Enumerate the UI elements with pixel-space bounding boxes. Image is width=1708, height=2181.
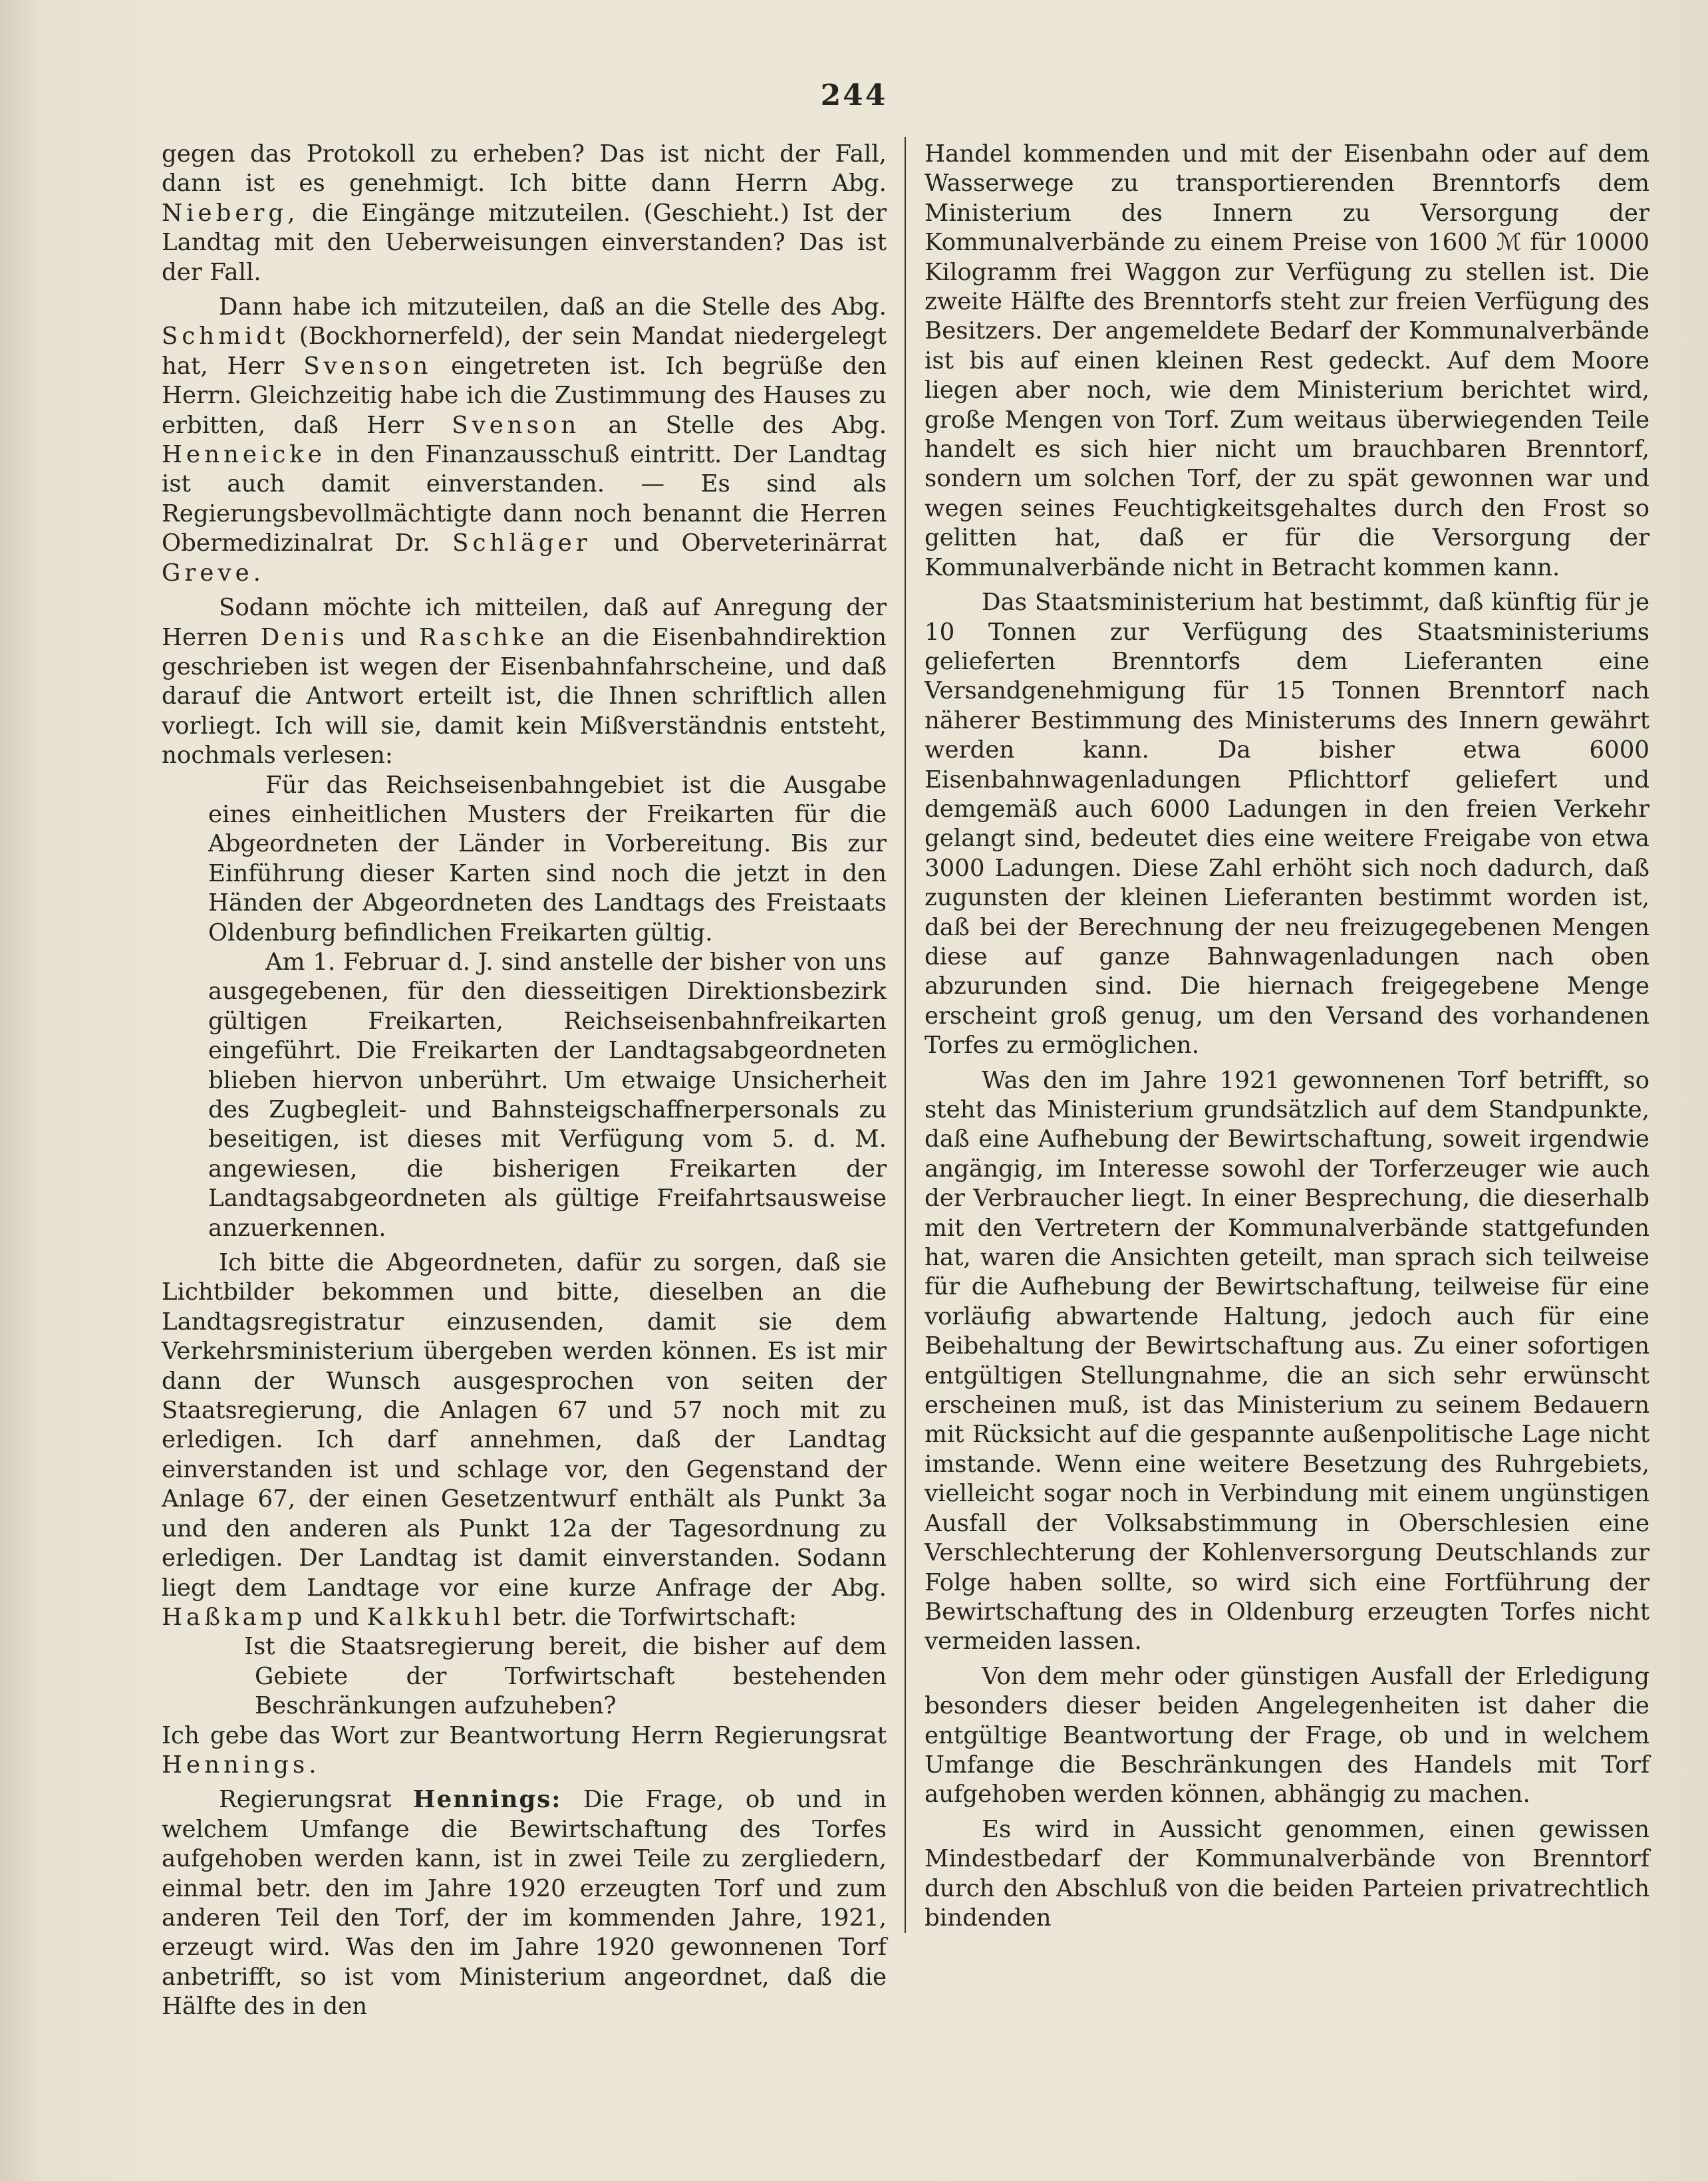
person-name: Schläger bbox=[452, 529, 591, 557]
speaker-name: Nieberg, bbox=[162, 199, 299, 227]
paragraph: Handel kommenden und mit der Eisenbahn oder auf dem Wasserwege zu transportierenden Brenntorfs dem Ministerium des Innern zu Versorgung der Kommunalverbände zu einem Preise von 1600 ℳ für 10000 Kilogramm frei Waggon zur Verfügung zu stellen ist. Die zweite Hälfte des Brenntorfs steht zur freien Verfügung des Besitzers. Der angemeldete Bedarf der Kommunalverbände ist bis auf einen kleinen Rest gedeckt. Auf dem Moore liegen aber noch, wie dem Ministerium berichtet wird, große Mengen von Torf. Zum weitaus überwiegenden Teile handelt es sich hier nicht um brauchbaren Brenntorf, sondern um solchen Torf, der zu spät gewonnen war und wegen seines Feuchtigkeitsgehaltes durch den Frost so gelitten hat, daß er für die Versorgung der Kommunalverbände nicht in Betracht kommen kann. bbox=[925, 140, 1649, 581]
paragraph: Ich bitte die Abgeordneten, dafür zu sorgen, daß sie Lichtbilder bekommen und bitte, dieselben an die Landtagsregistratur einzusenden, damit sie dem Verkehrsministerium übergeben werden können. Es ist mir dann der Wunsch ausgesprochen von seiten der Staatsregierung, die Anlagen 67 und 57 noch mit zu erledigen. Ich darf annehmen, daß der Landtag einverstanden ist und schlage vor, den Gegenstand der Anlage 67, der einen Gesetzentwurf enthält als Punkt 3a und den anderen als Punkt 12a der Tagesordnung zu erledigen. Der Landtag ist damit einverstanden. Sodann liegt dem Landtage vor eine kurze Anfrage der Abg. Haßkamp und Kalkkuhl betr. die Torfwirtschaft: bbox=[162, 1249, 887, 1631]
left-column bbox=[162, 140, 887, 2022]
quote-paragraph: Am 1. Februar d. J. sind anstelle der bisher von uns ausgegebenen, für den diesseitigen Direktionsbezirk gültigen Freikarten, Reichseisenbahnfreikarten eingeführt. Die Freikarten der Landtagsabgeordneten blieben hiervon unberührt. Um etwaige Unsicherheit des Zugbegleit- und Bahnsteigschaffnerpersonals zu beseitigen, ist dieses mit Verfügung vom 5. d. M. angewiesen, die bisherigen Freikarten der Landtagsabgeordneten als gültige Freifahrtsausweise anzuerkennen. bbox=[208, 948, 887, 1242]
person-name: Raschke bbox=[418, 623, 549, 651]
person-name: Hennings. bbox=[162, 1751, 321, 1779]
right-column bbox=[925, 140, 1649, 1933]
page-number: 244 bbox=[820, 78, 888, 112]
inquiry-text: Ist die Staatsregierung bereit, die bisher auf dem Gebiete der Torfwirtschaft bestehenden Beschränkungen aufzuheben? bbox=[244, 1633, 887, 1720]
quoted-letter bbox=[208, 771, 887, 1244]
person-name: Denis bbox=[260, 623, 349, 651]
column-divider bbox=[905, 137, 906, 1933]
person-name: Greve. bbox=[162, 559, 265, 587]
person-name: Schmidt bbox=[162, 323, 289, 351]
paragraph: Das Staatsministerium hat bestimmt, daß künftig für je 10 Tonnen zur Verfügung des Staatsministeriums gelieferten Brenntorfs dem Lieferanten eine Versandgenehmigung für 15 Tonnen Brenntorf nach näherer Bestimmung des Ministerums des Innern gewährt werden kann. Da bisher etwa 6000 Eisenbahnwagenladungen Pflichttorf geliefert und demgemäß auch 6000 Ladungen in den freien Verkehr gelangt sind, bedeutet dies eine weitere Freigabe von etwa 3000 Ladungen. Diese Zahl erhöht sich noch dadurch, daß zugunsten der kleinen Lieferanten bestimmt worden ist, daß bei der Berechnung der neu freizugegebenen Mengen diese auf ganze Bahnwagenladungen nach oben abzurunden sind. Die hiernach freigegebene Menge erscheint groß genug, um den Versand des vorhandenen Torfes zu ermöglichen. bbox=[925, 589, 1649, 1060]
person-name: Svenson bbox=[303, 352, 432, 380]
paragraph: Ich gebe das Wort zur Beantwortung Herrn Regierungsrat Hennings. bbox=[162, 1721, 887, 1779]
speaker-name: Hennings: bbox=[412, 1786, 562, 1814]
person-name: Haßkamp bbox=[162, 1603, 307, 1631]
person-name: Kalkkuhl bbox=[366, 1603, 505, 1631]
person-name: Henneicke bbox=[162, 441, 326, 469]
paragraph: Es wird in Aussicht genommen, einen gewissen Mindestbedarf der Kommunalverbände von Brenntorf durch den Abschluß von die beiden Parteien privatrechtlich bindenden bbox=[925, 1815, 1649, 1932]
paragraph: Regierungsrat Hennings: Die Frage, ob und in welchem Umfange die Bewirtschaftung des Torfes aufgehoben werden kann, ist in zwei Teile zu zergliedern, einmal betr. den im Jahre 1920 erzeugten Torf und zum anderen Teil den Torf, der im kommenden Jahre, 1921, erzeugt wird. Was den im Jahre 1920 gewonnenen Torf anbetrifft, so ist vom Ministerium angeordnet, daß die Hälfte des in den bbox=[162, 1786, 887, 2021]
paragraph: Was den im Jahre 1921 gewonnenen Torf betrifft, so steht das Ministerium grundsätzlich auf dem Standpunkte, daß eine Aufhebung der Bewirtschaftung, soweit irgendwie angängig, im Interesse sowohl der Torferzeuger wie auch der Verbraucher liegt. In einer Besprechung, die dieserhalb mit den Vertretern der Kommunalverbände stattgefunden hat, waren die Ansichten geteilt, man sprach sich teilweise für die Aufhebung der Bewirtschaftung, teilweise für eine vorläufig abwartende Haltung, jedoch auch für eine Beibehaltung der Bewirtschaftung aus. Zu einer sofortigen entgültigen Stellungnahme, die an sich sehr erwünscht erscheinen muß, ist das Ministerium zu seinem Bedauern mit Rücksicht auf die gespannte außenpolitische Lage nicht imstande. Wenn eine weitere Besetzung des Ruhrgebiets, vielleicht sogar noch in Verbindung mit einem ungünstigen Ausfall der Volksabstimmung in Oberschlesien eine Verschlechterung der Kohlenversorgung Deutschlands zur Folge haben sollte, so wird sich eine Fortführung der Bewirtschaftung des in Oldenburg erzeugten Torfes nicht vermeiden lassen. bbox=[925, 1066, 1649, 1656]
paragraph: Von dem mehr oder günstigen Ausfall der Erledigung besonders dieser beiden Angelegenheiten ist daher die entgültige Beantwortung der Frage, ob und in welchem Umfange die Beschränkungen des Handels mit Torf aufgehoben werden können, abhängig zu machen. bbox=[925, 1662, 1649, 1809]
paragraph: Sodann möchte ich mitteilen, daß auf Anregung der Herren Denis und Raschke an die Eisenbahndirektion geschrieben ist wegen der Eisenbahnfahrscheine, und daß darauf die Antwort erteilt ist, die Ihnen schriftlich allen vorliegt. Ich will sie, damit kein Mißverständnis entsteht, nochmals verlesen: bbox=[162, 594, 887, 770]
person-name: Svenson bbox=[452, 411, 581, 439]
paragraph: Dann habe ich mitzuteilen, daß an die Stelle des Abg. Schmidt (Bockhornerfeld), der sein Mandat niedergelegt hat, Herr Svenson eingetreten ist. Ich begrüße den Herrn. Gleichzeitig habe ich die Zustimmung des Hauses zu erbitten, daß Herr Svenson an Stelle des Abg. Henneicke in den Finanzausschuß eintritt. Der Landtag ist auch damit einverstanden. — Es sind als Regierungsbevollmächtigte dann noch benannt die Herren Obermedizinalrat Dr. Schläger und Oberveterinärrat Greve. bbox=[162, 293, 887, 587]
quote-paragraph: Für das Reichseisenbahngebiet ist die Ausgabe eines einheitlichen Musters der Freikarten für die Abgeordneten der Länder in Vorbereitung. Bis zur Einführung dieser Karten sind noch die jetzt in den Händen der Abgeordneten des Landtags des Freistaats Oldenburg befindlichen Freikarten gültig. bbox=[208, 771, 887, 946]
paragraph: gegen das Protokoll zu erheben? Das ist nicht der Fall, dann ist es genehmigt. Ich bitte dann Herrn Abg. Nieberg, die Eingänge mitzuteilen. (Geschieht.) Ist der Landtag mit den Ueberweisungen einverstanden? Das ist der Fall. bbox=[162, 140, 887, 286]
